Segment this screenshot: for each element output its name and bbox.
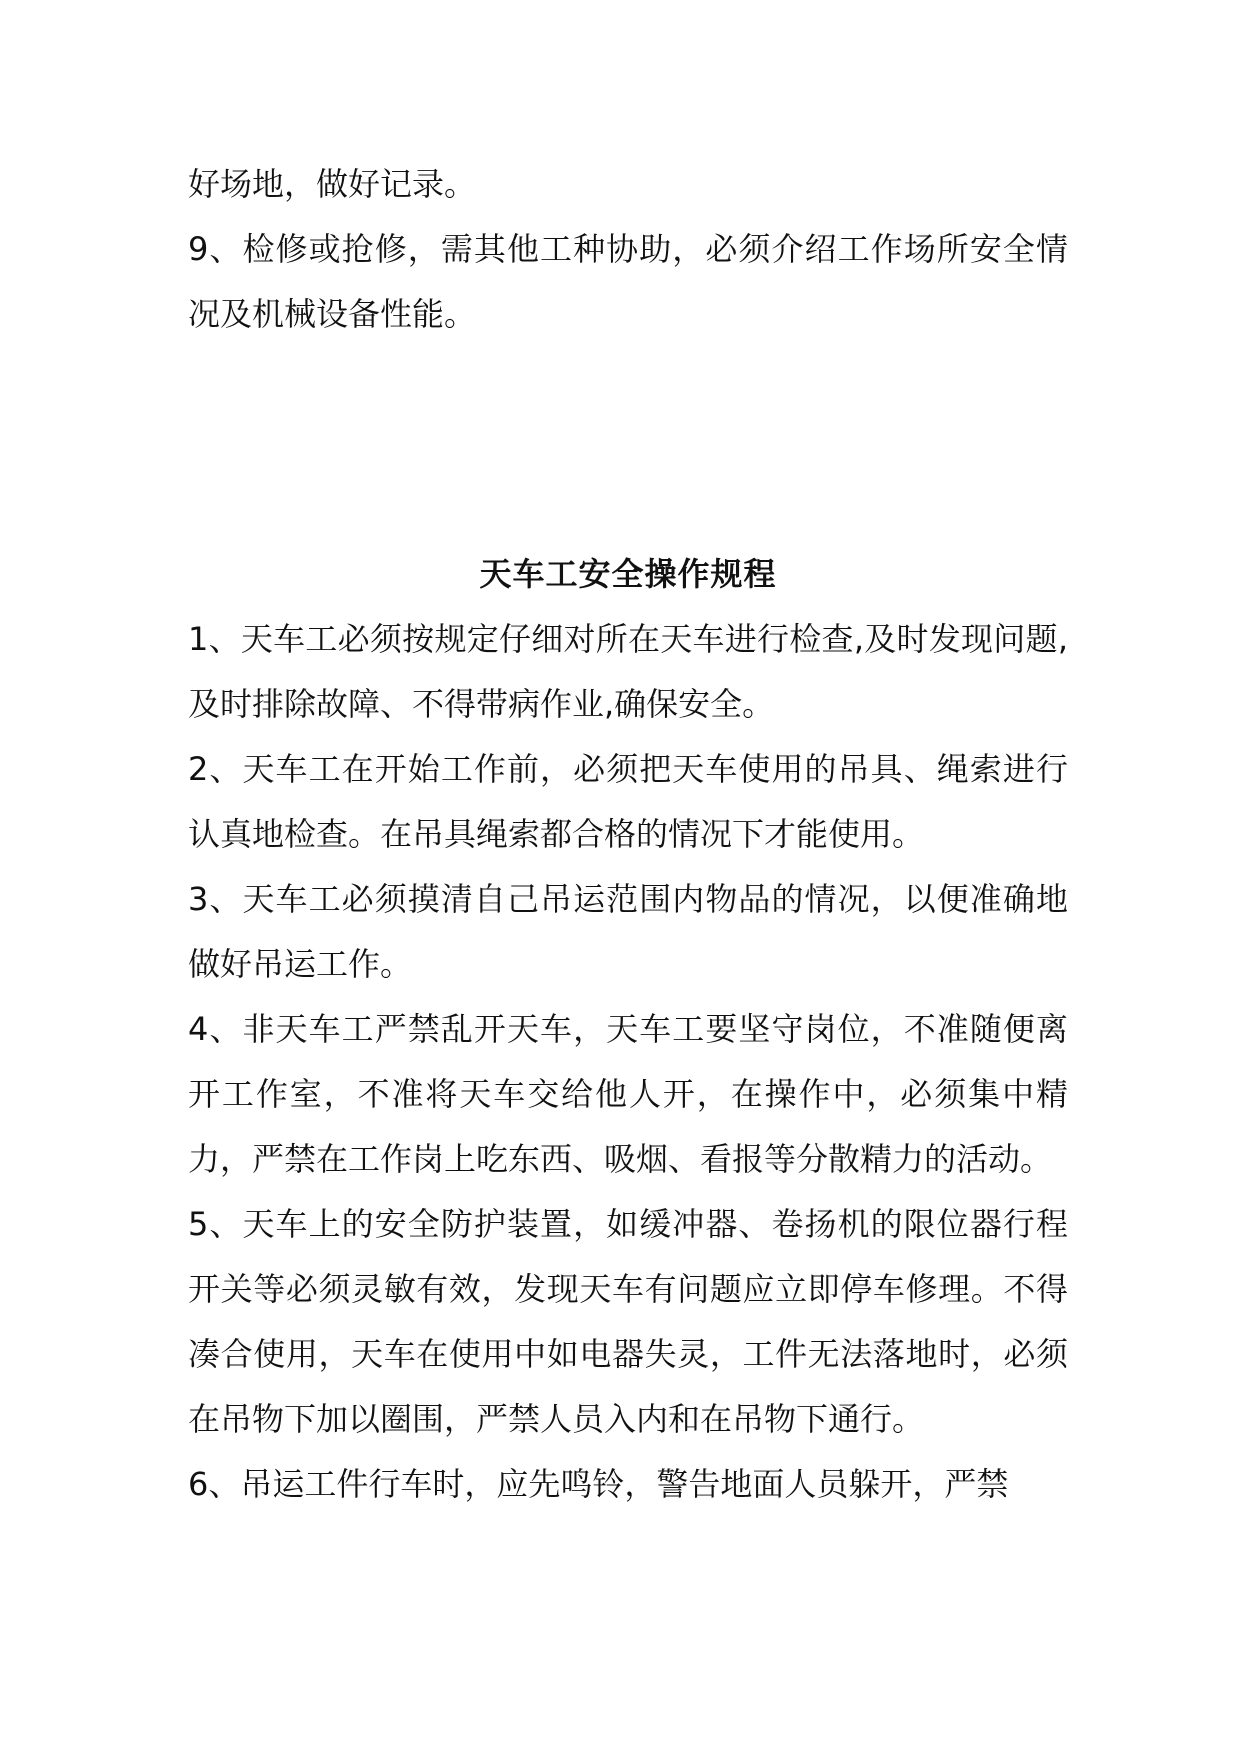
item-3-paragraph: 3、天车工必须摸清自己吊运范围内物品的情况，以便准确地做好吊运工作。 xyxy=(188,880,1068,983)
section-title: 天车工安全操作规程 xyxy=(479,555,777,593)
document-body xyxy=(188,152,1068,1517)
item-4-paragraph: 4、非天车工严禁乱开天车，天车工要坚守岗位，不准随便离开工作室，不准将天车交给他人开，在操作中，必须集中精力，严禁在工作岗上吃东西、吸烟、看报等分散精力的活动。 xyxy=(188,1010,1068,1178)
item-1-paragraph: 1、天车工必须按规定仔细对所在天车进行检查,及时发现问题,及时排除故障、不得带病作业,确保安全。 xyxy=(188,620,1068,723)
section-spacer xyxy=(188,347,1068,542)
item-6-paragraph: 6、吊运工件行车时，应先鸣铃，警告地面人员躲开，严禁 xyxy=(188,1465,1009,1503)
item-9-paragraph: 9、检修或抢修，需其他工种协助，必须介绍工作场所安全情况及机械设备性能。 xyxy=(188,230,1068,333)
continued-paragraph: 好场地，做好记录。 xyxy=(188,165,477,203)
item-5-paragraph: 5、天车上的安全防护装置，如缓冲器、卷扬机的限位器行程开关等必须灵敏有效，发现天车有问题应立即停车修理。不得凑合使用，天车在使用中如电器失灵，工件无法落地时，必须在吊物下加以圈围，严禁人员入内和在吊物下通行。 xyxy=(188,1205,1068,1438)
item-2-paragraph: 2、天车工在开始工作前，必须把天车使用的吊具、绳索进行认真地检查。在吊具绳索都合格的情况下才能使用。 xyxy=(188,750,1068,853)
